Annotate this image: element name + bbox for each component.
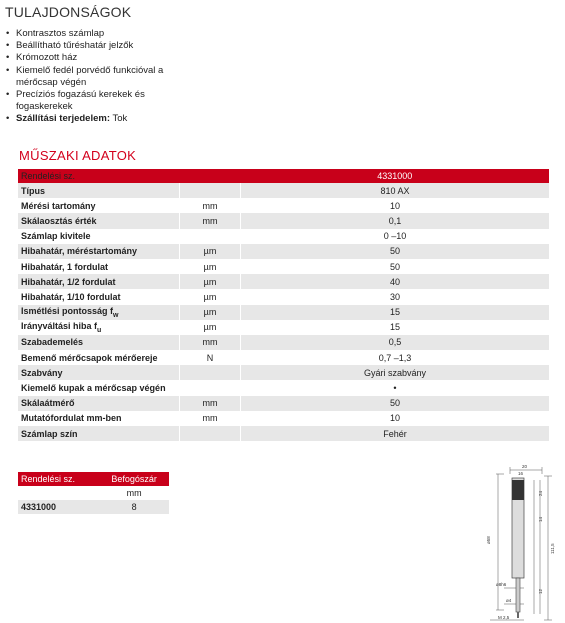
spec-unit: [180, 365, 241, 380]
spec-value: 50: [241, 396, 550, 411]
table-row: [18, 229, 549, 244]
spec-name-text: Skálaátmérő: [21, 398, 75, 409]
spec-unit: N: [180, 350, 241, 365]
spec-value: 0,7 –1,3: [241, 350, 550, 365]
order-unit-row: [18, 486, 169, 500]
table-row: [18, 289, 549, 304]
spec-name: [18, 229, 180, 244]
spec-value: 15: [241, 305, 550, 320]
list-item: • Beállítható tűréshatár jelzők: [5, 40, 175, 52]
table-row: [18, 274, 549, 289]
spec-value: 0,1: [241, 213, 550, 228]
spec-name-text: Szabvány: [21, 367, 63, 378]
properties-title: TULAJDONSÁGOK: [5, 4, 132, 20]
spec-value: Gyári szabvány: [241, 365, 550, 380]
list-item: • Krómozott ház: [5, 52, 175, 64]
spec-value: •: [241, 380, 550, 395]
spec-unit: mm: [180, 411, 241, 426]
order-table: [18, 472, 169, 514]
dim-label: ø8h6: [496, 582, 507, 587]
spec-name: [18, 350, 180, 365]
spec-value: 50: [241, 259, 550, 274]
table-row: [18, 213, 549, 228]
spec-value: 40: [241, 274, 550, 289]
spec-value: 0 –10: [241, 229, 550, 244]
spec-name-text: Bemenő mérőcsapok mérőereje: [21, 352, 158, 363]
spec-unit: [180, 229, 241, 244]
spec-name: [18, 365, 180, 380]
table-row: [18, 350, 549, 365]
spec-header-row: [18, 169, 549, 183]
spec-name: [18, 426, 180, 441]
delivery-item: [5, 113, 175, 125]
spec-name-text: Irányváltási hiba f: [21, 320, 98, 331]
order-unit-empty: [18, 486, 99, 500]
technical-drawing: [484, 462, 564, 622]
spec-unit: mm: [180, 396, 241, 411]
spec-name: [18, 305, 180, 320]
spec-value: 10: [241, 411, 550, 426]
stem-rect: [516, 578, 520, 612]
table-row: [18, 500, 169, 514]
list-item: • Kontrasztos számlap: [5, 28, 175, 40]
spec-name-text: Hibahatár, 1 fordulat: [21, 261, 109, 272]
knurl-rect: [512, 480, 524, 500]
order-col1: Rendelési sz.: [18, 472, 99, 486]
spec-unit: µm: [180, 274, 241, 289]
table-row: [18, 396, 549, 411]
spec-unit: [180, 183, 241, 198]
spec-unit: mm: [180, 198, 241, 213]
spec-table: [18, 169, 549, 441]
spec-name: [18, 289, 180, 304]
spec-name-text: Számlap kivitele: [21, 231, 91, 242]
spec-name-text: Számlap szín: [21, 428, 78, 439]
delivery-value: Tok: [109, 113, 128, 125]
table-row: [18, 183, 549, 198]
spec-name-text: Típus: [21, 185, 45, 196]
list-item: • Precíziós fogazású kerekek és fogaskerekek: [5, 89, 175, 113]
spec-name: [18, 396, 180, 411]
table-row: [18, 305, 549, 320]
spec-name: [18, 183, 180, 198]
spec-value: Fehér: [241, 426, 550, 441]
spec-value: 30: [241, 289, 550, 304]
dim-label: 111,5: [550, 543, 555, 554]
table-row: [18, 365, 549, 380]
spec-name-text: Kiemelő kupak a mérőcsap végén: [21, 383, 166, 394]
table-row: [18, 244, 549, 259]
header-unit: [180, 169, 241, 183]
spec-value: 810 AX: [241, 183, 550, 198]
spec-name-text: Mérési tartomány: [21, 200, 96, 211]
spec-name-subscript: w: [113, 311, 119, 319]
spec-name: [18, 380, 180, 395]
header-order-label: Rendelési sz.: [18, 169, 180, 183]
dim-label: 16: [518, 471, 524, 476]
spec-unit: µm: [180, 244, 241, 259]
table-row: [18, 259, 549, 274]
spec-name: [18, 274, 180, 289]
spec-value: 0,5: [241, 335, 550, 350]
table-row: [18, 198, 549, 213]
features-list: [5, 28, 175, 126]
header-order-code: 4331000: [241, 169, 550, 183]
spec-name-text: Skálaosztás érték: [21, 215, 97, 226]
spec-name-text: Hibahatár, 1/2 fordulat: [21, 276, 116, 287]
spec-name: [18, 198, 180, 213]
dim-label: ø4: [506, 598, 512, 603]
dim-label: M 2,5: [498, 615, 510, 620]
order-shank: 8: [99, 500, 169, 514]
order-col2: Befogószár: [99, 472, 169, 486]
order-number: 4331000: [18, 500, 99, 514]
spec-name-text: Hibahatár, 1/10 fordulat: [21, 291, 121, 302]
dim-label: 14: [538, 516, 543, 522]
spec-unit: µm: [180, 259, 241, 274]
order-header-row: [18, 472, 169, 486]
table-row: [18, 426, 549, 441]
spec-name: [18, 320, 180, 335]
spec-name-text: Ismétlési pontosság f: [21, 305, 114, 316]
dim-label: 12: [538, 588, 543, 594]
dim-label: 24: [538, 490, 543, 496]
spec-value: 15: [241, 320, 550, 335]
table-row: [18, 380, 549, 395]
spec-name: [18, 411, 180, 426]
spec-value: 50: [241, 244, 550, 259]
spec-unit: [180, 380, 241, 395]
dim-label: 20: [522, 464, 528, 469]
tech-title: MŰSZAKI ADATOK: [19, 148, 137, 163]
spec-unit: µm: [180, 320, 241, 335]
spec-name: [18, 213, 180, 228]
spec-unit: µm: [180, 289, 241, 304]
spec-name: [18, 244, 180, 259]
spec-unit: mm: [180, 213, 241, 228]
spec-unit: µm: [180, 305, 241, 320]
delivery-label: Szállítási terjedelem:: [16, 113, 110, 125]
spec-name-text: Hibahatár, méréstartomány: [21, 246, 138, 257]
table-row: [18, 320, 549, 335]
spec-name: [18, 335, 180, 350]
spec-name-subscript: u: [97, 326, 102, 334]
spec-unit: mm: [180, 335, 241, 350]
spec-name-text: Mutatófordulat mm-ben: [21, 413, 122, 424]
dim-label: ø58: [486, 536, 491, 544]
order-unit: mm: [99, 486, 169, 500]
spec-value: 10: [241, 198, 550, 213]
table-row: [18, 335, 549, 350]
list-item: • Kiemelő fedél porvédő funkcióval a mérőcsap végén: [5, 65, 175, 89]
spec-name-text: Szabademelés: [21, 337, 84, 348]
spec-name: [18, 259, 180, 274]
spec-unit: [180, 426, 241, 441]
table-row: [18, 411, 549, 426]
tip-rect: [517, 612, 519, 618]
